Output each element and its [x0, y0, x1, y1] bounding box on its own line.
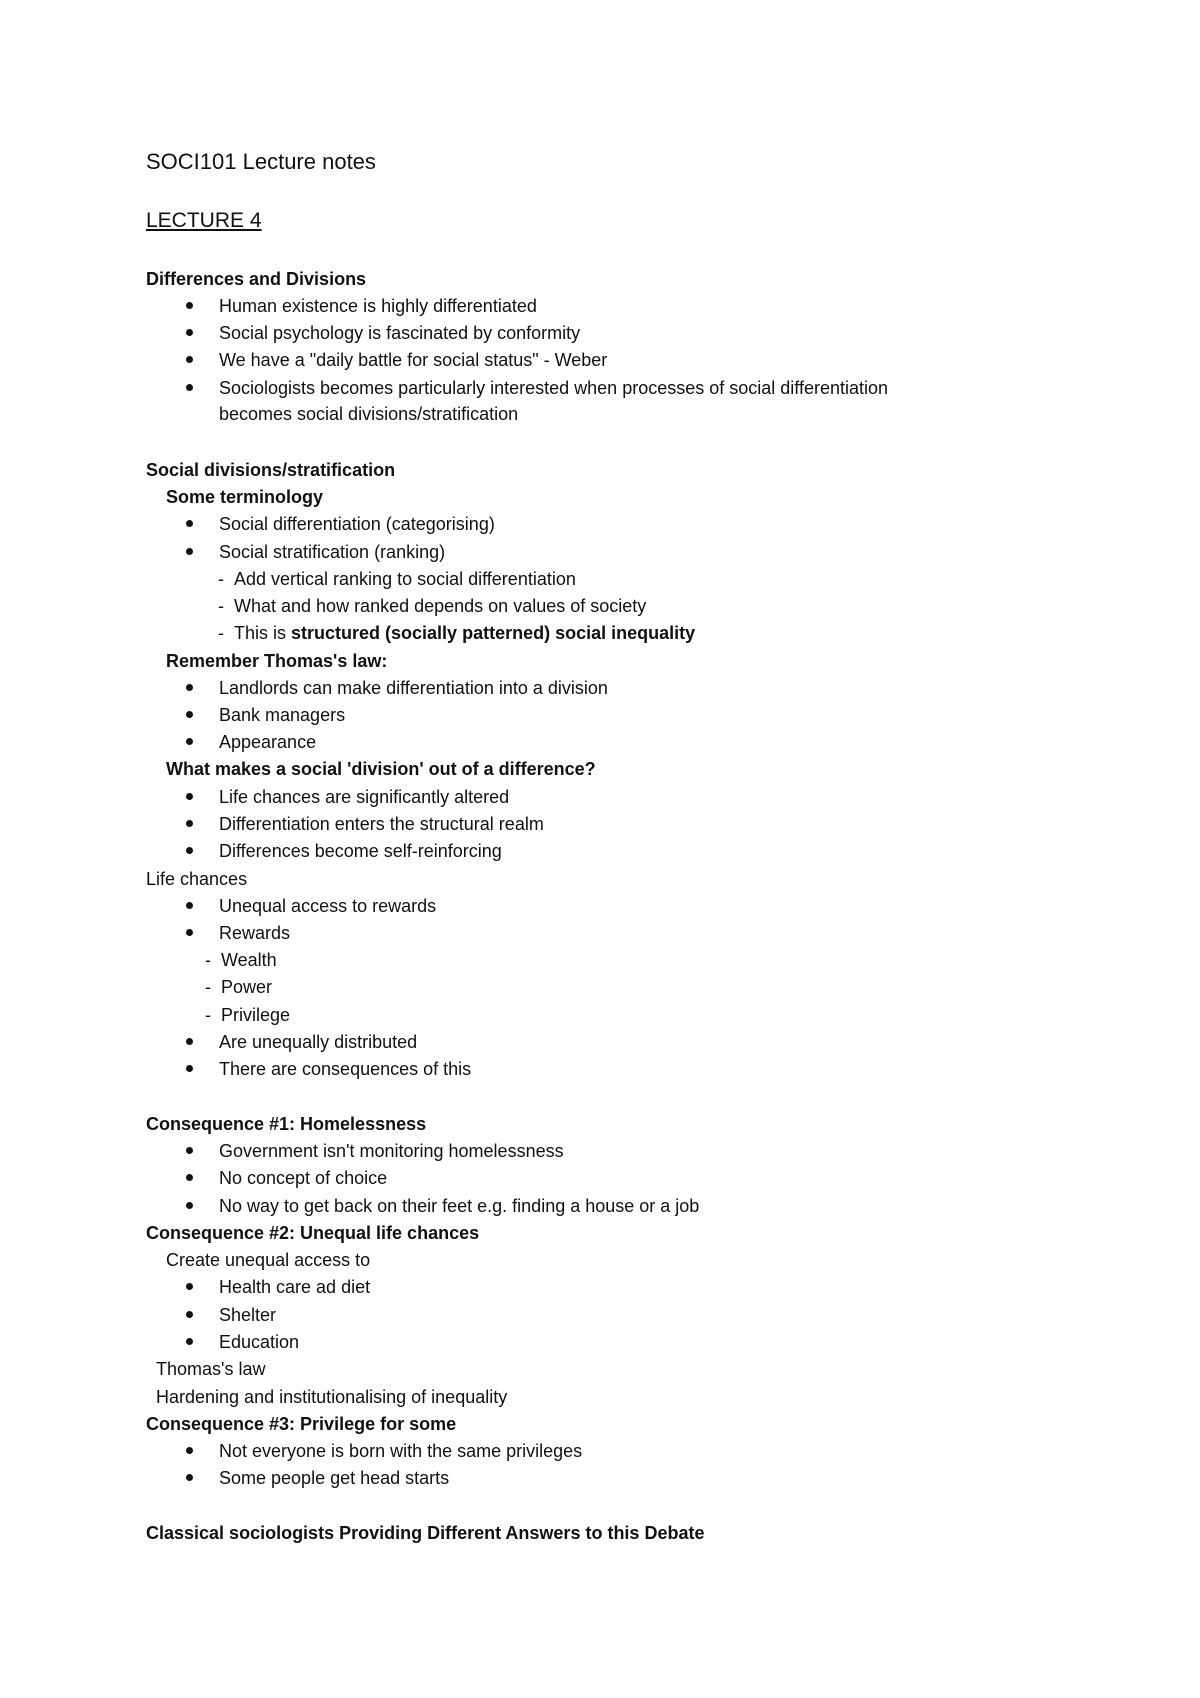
- list-item: Social differentiation (categorising): [219, 514, 495, 534]
- list-item: Not everyone is born with the same privileges: [219, 1441, 583, 1461]
- note-text: Hardening and institutionalising of inequality: [156, 1387, 508, 1407]
- dash-item: - This is structured (socially patterned) social inequality: [218, 623, 696, 643]
- section-heading-consequence-1: Consequence #1: Homelessness: [146, 1114, 427, 1134]
- bold-emphasis: structured (socially patterned) social inequality: [291, 623, 696, 643]
- section-heading-consequence-3: Consequence #3: Privilege for some: [146, 1414, 457, 1434]
- list-item: Health care ad diet: [219, 1277, 371, 1297]
- dash-item: - What and how ranked depends on values of society: [218, 596, 647, 616]
- dash-marker: -: [205, 977, 221, 997]
- lecture-heading: LECTURE 4: [146, 209, 262, 232]
- list-item: Government isn't monitoring homelessness: [219, 1141, 564, 1161]
- list-item: Rewards: [219, 923, 291, 943]
- list-item: Social psychology is fascinated by conformity: [219, 323, 581, 343]
- dash-marker: -: [218, 623, 234, 643]
- list-item: Life chances are significantly altered: [219, 787, 510, 807]
- dash-item: - Power: [205, 977, 273, 997]
- section-heading-differences: Differences and Divisions: [146, 269, 367, 289]
- list-item: Appearance: [219, 732, 317, 752]
- list-item: There are consequences of this: [219, 1059, 472, 1079]
- dash-item: - Privilege: [205, 1005, 291, 1025]
- document-title: SOCI101 Lecture notes: [146, 149, 376, 174]
- dash-item: - Add vertical ranking to social differentiation: [218, 569, 576, 589]
- list-item: Education: [219, 1332, 300, 1352]
- subheading-division: What makes a social 'division' out of a difference?: [166, 759, 596, 779]
- list-item: Social stratification (ranking): [219, 542, 446, 562]
- dash-marker: -: [205, 950, 221, 970]
- list-item: No concept of choice: [219, 1168, 388, 1188]
- section-heading-consequence-2: Consequence #2: Unequal life chances: [146, 1223, 480, 1243]
- dash-marker: -: [205, 1005, 221, 1025]
- list-item: Are unequally distributed: [219, 1032, 418, 1052]
- subheading-thomas-law: Remember Thomas's law:: [166, 651, 388, 671]
- intro-text: Create unequal access to: [166, 1250, 371, 1270]
- list-item: Landlords can make differentiation into a division: [219, 678, 608, 698]
- section-heading-classical-sociologists: Classical sociologists Providing Different Answers to this Debate: [146, 1523, 705, 1543]
- list-item: Differences become self-reinforcing: [219, 841, 502, 861]
- subheading-life-chances: Life chances: [146, 869, 248, 889]
- list-item: Shelter: [219, 1305, 277, 1325]
- dash-marker: -: [218, 596, 234, 616]
- list-item: Human existence is highly differentiated: [219, 296, 537, 316]
- list-item: Some people get head starts: [219, 1468, 450, 1488]
- list-item: We have a "daily battle for social status" - Weber: [219, 350, 608, 370]
- list-item: Differentiation enters the structural realm: [219, 814, 544, 834]
- section-heading-stratification: Social divisions/stratification: [146, 460, 396, 480]
- list-item: No way to get back on their feet e.g. finding a house or a job: [219, 1196, 700, 1216]
- dash-marker: -: [218, 569, 234, 589]
- note-text: Thomas's law: [156, 1359, 266, 1379]
- subheading-terminology: Some terminology: [166, 487, 324, 507]
- list-item: Sociologists becomes particularly interested when processes of social differentiation: [219, 378, 889, 398]
- list-item: Unequal access to rewards: [219, 896, 437, 916]
- list-item-continuation: becomes social divisions/stratification: [219, 404, 519, 424]
- list-item: Bank managers: [219, 705, 346, 725]
- dash-item: - Wealth: [205, 950, 277, 970]
